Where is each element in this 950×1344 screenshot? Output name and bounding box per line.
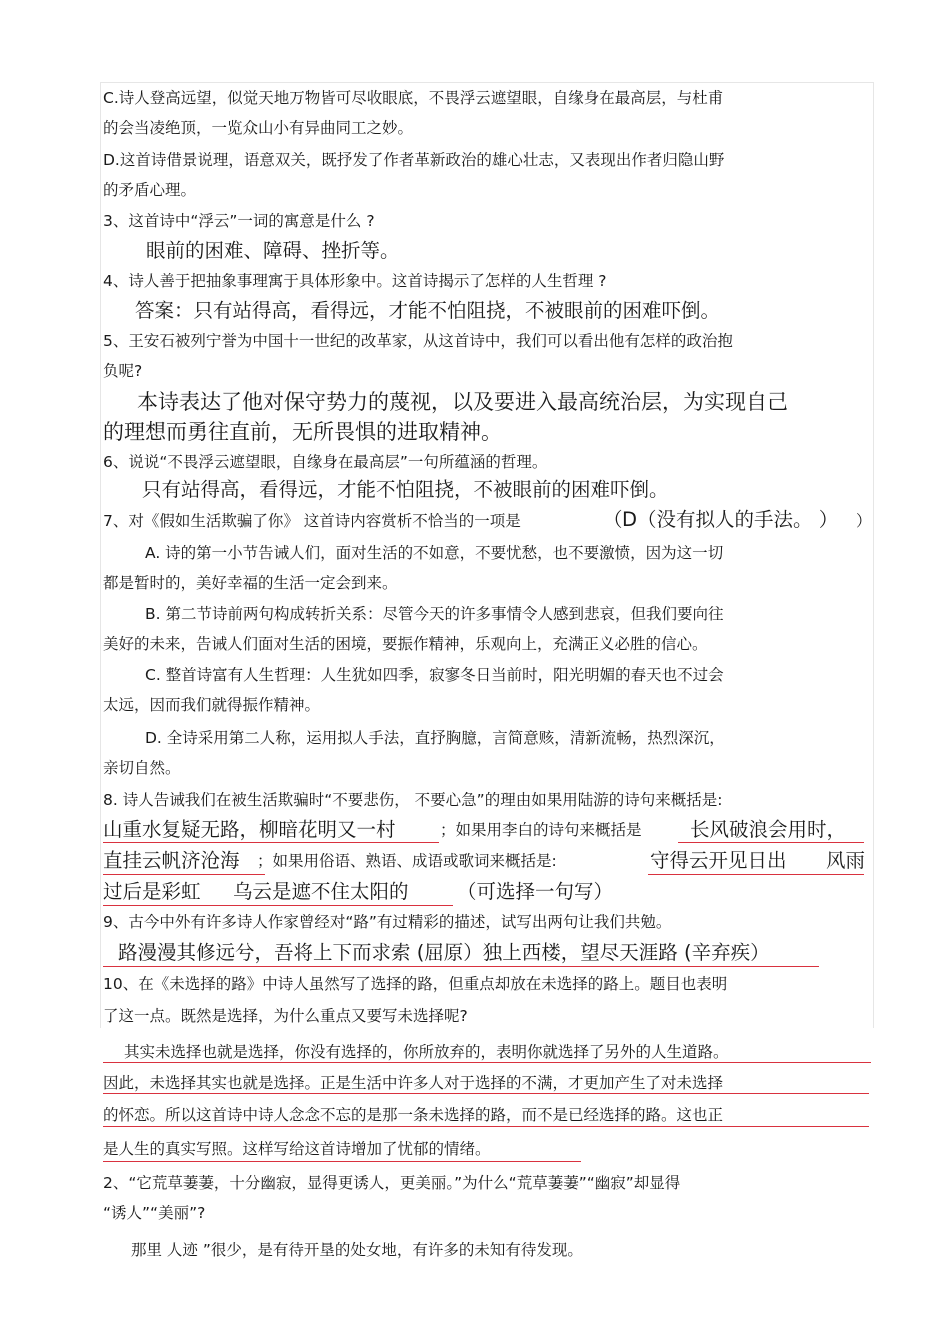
answer-5-line1: 本诗表达了他对保守势力的蔑视，以及要进入最高统治层，为实现自己 <box>137 390 788 414</box>
question-5-line1: 5、王安石被列宁誉为中国十一世纪的改革家，从这首诗中，我们可以看出他有怎样的政治抱 <box>103 332 733 350</box>
question-10-line2: 了这一点。既然是选择，为什么重点又要写未选择呢? <box>103 1007 468 1025</box>
answer-8-luyou: 山重水复疑无路，柳暗花明又一村 <box>103 818 396 841</box>
option-7b-line2: 美好的未来，告诫人们面对生活的困境，要振作精神，乐观向上，充满正义必胜的信心。 <box>103 635 708 653</box>
question-7-paren-close: ） <box>856 512 872 530</box>
question-2-line2: “诱人”“美丽”? <box>103 1204 206 1222</box>
underline-10-2 <box>103 1093 869 1094</box>
answer-10-line1: 其实未选择也就是选择，你没有选择的，你所放弃的，表明你就选择了另外的人生道路。 <box>124 1043 729 1061</box>
question-4: 4、诗人善于把抽象事理寓于具体形象中。这首诗揭示了怎样的人生哲理 ? <box>103 272 607 290</box>
answer-6: 只有站得高，看得远，才能不怕阻挠，不被眼前的困难吓倒。 <box>142 478 669 501</box>
answer-8-saying-2b: 过后是彩虹 <box>103 880 201 903</box>
answer-5-line2: 的理想而勇往直前，无所畏惧的进取精神。 <box>103 420 502 444</box>
question-9: 9、古今中外有许多诗人作家曾经对“路”有过精彩的描述，试写出两句让我们共勉。 <box>103 913 672 931</box>
underline-10-4 <box>103 1161 581 1162</box>
answer-8-libai-line2: 直挂云帆济沧海 <box>103 849 240 872</box>
answer-4: 答案：只有站得高，看得远，才能不怕阻挠，不被眼前的困难吓倒。 <box>135 299 721 322</box>
underline-8-saying-1 <box>648 874 864 875</box>
question-6: 6、说说“不畏浮云遮望眼，自缘身在最高层”一句所蕴涵的哲理。 <box>103 453 548 471</box>
underline-8-libai-1 <box>678 842 864 843</box>
answer-10-line2: 因此，未选择其实也就是选择。正是生活中许多人对于选择的不满，才更加产生了对未选择 <box>103 1074 724 1092</box>
answer-8-saying-2a: 风雨 <box>826 849 866 872</box>
option-7a-line2: 都是暂时的，美好幸福的生活一定会到来。 <box>103 574 398 592</box>
answer-7: D（没有拟人的手法。 ） <box>622 508 839 531</box>
question-3: 3、这首诗中“浮云”一词的寓意是什么 ? <box>103 212 375 230</box>
question-2-line1: 2、“它荒草萋萋，十分幽寂，显得更诱人，更美丽。”为什么“荒草萋萋”“幽寂”却显得 <box>103 1174 681 1192</box>
option-7c-line1: C. 整首诗富有人生哲理：人生犹如四季，寂寥冬日当前时，阳光明媚的春天也不过会 <box>145 666 724 684</box>
answer-9: 路漫漫其修远兮，吾将上下而求索 (屈原）独上西楼，望尽天涯路 (辛弃疾） <box>118 941 770 964</box>
underline-8-saying-2 <box>103 905 453 906</box>
underline-8-luyou <box>103 842 439 843</box>
answer-10-line4: 是人生的真实写照。这样写给这首诗增加了忧郁的情绪。 <box>103 1140 491 1158</box>
answer-10-line3: 的怀恋。所以这首诗中诗人念念不忘的是那一条未选择的路，而不是已经选择的路。这也正 <box>103 1106 724 1124</box>
option-d-line1: D.这首诗借景说理，语意双关，既抒发了作者革新政治的雄心壮志，又表现出作者归隐山野 <box>103 151 725 169</box>
underline-9 <box>103 966 819 967</box>
question-8-note: （可选择一句写） <box>457 880 614 903</box>
option-7d-line2: 亲切自然。 <box>103 759 181 777</box>
option-c-line1: C.诗人登高远望，似觉天地万物皆可尽收眼底，不畏浮云遮望眼，自缘身在最高层，与杜甫 <box>103 89 724 107</box>
answer-8-libai-line1: 长风破浪会用时， <box>690 818 847 841</box>
option-c-line2: 的会当凌绝顶，一览众山小有异曲同工之妙。 <box>103 119 414 137</box>
answer-3: 眼前的困难、障碍、挫折等。 <box>146 239 400 262</box>
answer-8-saying-3: 乌云是遮不住太阳的 <box>233 880 409 903</box>
underline-10-3 <box>103 1126 869 1127</box>
question-8-saying-prompt: ；如果用俗语、熟语、成语或歌词来概括是: <box>257 852 557 870</box>
question-8: 8. 诗人告诫我们在被生活欺骗时“不要悲伤， 不要心急”的理由如果用陆游的诗句来概括是: <box>103 791 723 809</box>
answer-2: 那里 人迹 ”很少，是有待开垦的处女地，有许多的未知有待发现。 <box>131 1241 583 1259</box>
option-7b-line1: B. 第二节诗前两句构成转折关系：尽管今天的许多事情令人感到悲哀，但我们要向往 <box>145 605 724 623</box>
question-7: 7、对《假如生活欺骗了你》 这首诗内容赏析不恰当的一项是 <box>103 512 521 530</box>
answer-8-saying-1: 守得云开见日出 <box>650 849 787 872</box>
option-7c-line2: 太远，因而我们就得振作精神。 <box>103 696 321 714</box>
option-7d-line1: D. 全诗采用第二人称，运用拟人手法，直抒胸臆，言简意赅，清新流畅，热烈深沉， <box>145 729 725 747</box>
question-10-line1: 10、在《未选择的路》中诗人虽然写了选择的路，但重点却放在未选择的路上。题目也表明 <box>103 975 728 993</box>
underline-8-libai-2 <box>103 874 265 875</box>
option-d-line2: 的矛盾心理。 <box>103 181 197 199</box>
option-7a-line1: A. 诗的第一小节告诫人们，面对生活的不如意，不要忧愁，也不要激愤，因为这一切 <box>145 544 724 562</box>
answer-7-paren-open: （ <box>603 508 623 531</box>
underline-10-1 <box>103 1062 871 1063</box>
question-5-line2: 负呢? <box>103 362 143 380</box>
question-8-li-bai-prompt: ；如果用李白的诗句来概括是 <box>440 821 642 839</box>
